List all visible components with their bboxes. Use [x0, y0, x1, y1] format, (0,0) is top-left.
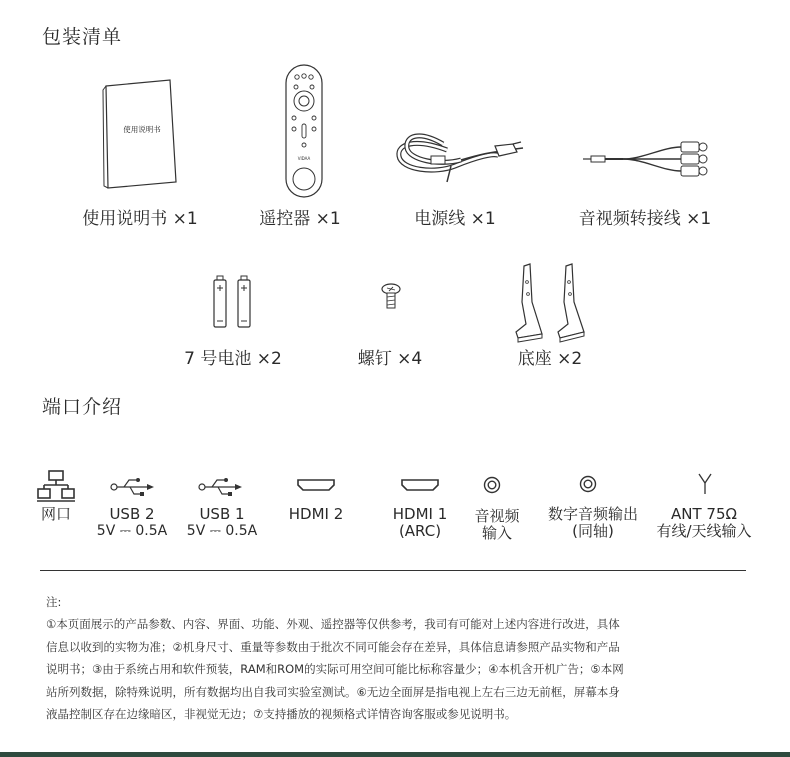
port-av-input [462, 508, 532, 542]
port-label: 数字音频输出 [547, 505, 638, 523]
usb-1-icon [198, 477, 242, 501]
section-divider [40, 570, 746, 571]
item-qty: ×2 [256, 349, 282, 369]
package-item-av-cable [565, 204, 725, 229]
item-qty: ×1 [315, 209, 341, 229]
port-hdmi-1 [380, 506, 460, 540]
item-qty: ×2 [557, 349, 583, 369]
port-sub-label: 输入 [481, 524, 512, 542]
port-ethernet [26, 506, 86, 523]
package-section-title: 包装清单 [42, 26, 123, 48]
note-line: 说明书；③由于系统占用和软件预装，RAM和ROM的实际可用空间可能比标称容量少；④本机含开机广告；⑤本网 [46, 662, 624, 676]
usb-2-icon [110, 477, 154, 501]
power-cable-icon [395, 122, 525, 192]
battery-icon [212, 275, 256, 333]
note-line: ①本页面展示的产品参数、内容、界面、功能、外观、遥控器等仅供参考，我司有可能对上述内容进行改进，具体 [46, 617, 620, 631]
port-label: HDMI 1 [392, 505, 448, 523]
port-antenna [646, 506, 762, 540]
port-coaxial-output [537, 506, 649, 540]
package-item-remote [240, 204, 360, 229]
port-label: USB 1 [199, 505, 245, 523]
note-line: 信息以收到的实物为准；②机身尺寸、重量等参数由于批次不同可能会存在差异，具体信息请参照产品实物和产品 [46, 639, 620, 654]
item-name: 7 号电池 [184, 349, 252, 369]
notes-heading: 注: [46, 595, 62, 609]
port-label: ANT 75Ω [671, 505, 737, 523]
item-qty: ×1 [470, 209, 496, 229]
antenna-icon [697, 473, 713, 499]
remote-brand-text: VIDAA [297, 156, 311, 161]
port-hdmi-2 [276, 506, 356, 523]
note-line: 液晶控制区存在边缘暗区，非视觉无边；⑦支持播放的视频格式详情咨询客服或参见说明书。 [46, 707, 517, 721]
package-item-battery [170, 344, 296, 369]
port-sub-label: (ARC) [398, 522, 442, 540]
note-line: 站所列数据，除特殊说明，所有数据均出自我司实验室测试。⑥无边全面屏是指电视上左右三边无前框，屏幕本身 [46, 684, 620, 699]
screw-icon [380, 283, 402, 315]
bottom-bar [0, 752, 790, 757]
ports-section-title: 端口介绍 [42, 396, 123, 418]
port-sub-label: 有线/天线输入 [656, 522, 752, 540]
stand-base-icon [512, 262, 588, 346]
port-sub-label: (同轴) [572, 522, 614, 540]
port-spec: 5V ⎓ 0.5A [96, 523, 168, 539]
hdmi-1-icon [400, 477, 440, 496]
port-label: USB 2 [109, 505, 155, 523]
item-qty: ×1 [686, 209, 712, 229]
coaxial-output-icon [579, 475, 597, 497]
item-name: 音视频转接线 [578, 209, 681, 229]
item-name: 遥控器 [259, 209, 311, 229]
item-name: 电源线 [414, 209, 466, 229]
manual-booklet-text: 使用说明书 [123, 125, 161, 134]
package-item-stand [500, 344, 600, 369]
remote-control-icon [283, 63, 325, 203]
item-qty: ×1 [172, 209, 198, 229]
port-spec: 5V ⎓ 0.5A [186, 523, 258, 539]
item-qty: ×4 [397, 349, 423, 369]
notes-body [46, 613, 756, 726]
port-label: 网口 [40, 505, 71, 523]
port-usb-1 [180, 506, 264, 540]
av-input-icon [483, 476, 501, 498]
port-label: 音视频 [474, 507, 520, 525]
package-item-manual [70, 204, 210, 229]
ethernet-port-icon [37, 470, 75, 506]
port-label: HDMI 2 [288, 505, 344, 523]
hdmi-2-icon [296, 477, 336, 496]
item-name: 底座 [517, 349, 552, 369]
manual-booklet-icon [100, 78, 182, 194]
package-item-power-cable [392, 204, 518, 229]
item-name: 使用说明书 [82, 209, 168, 229]
port-usb-2 [90, 506, 174, 540]
item-name: 螺钉 [357, 349, 392, 369]
av-adapter-cable-icon [583, 137, 711, 185]
package-item-screw [340, 344, 440, 369]
